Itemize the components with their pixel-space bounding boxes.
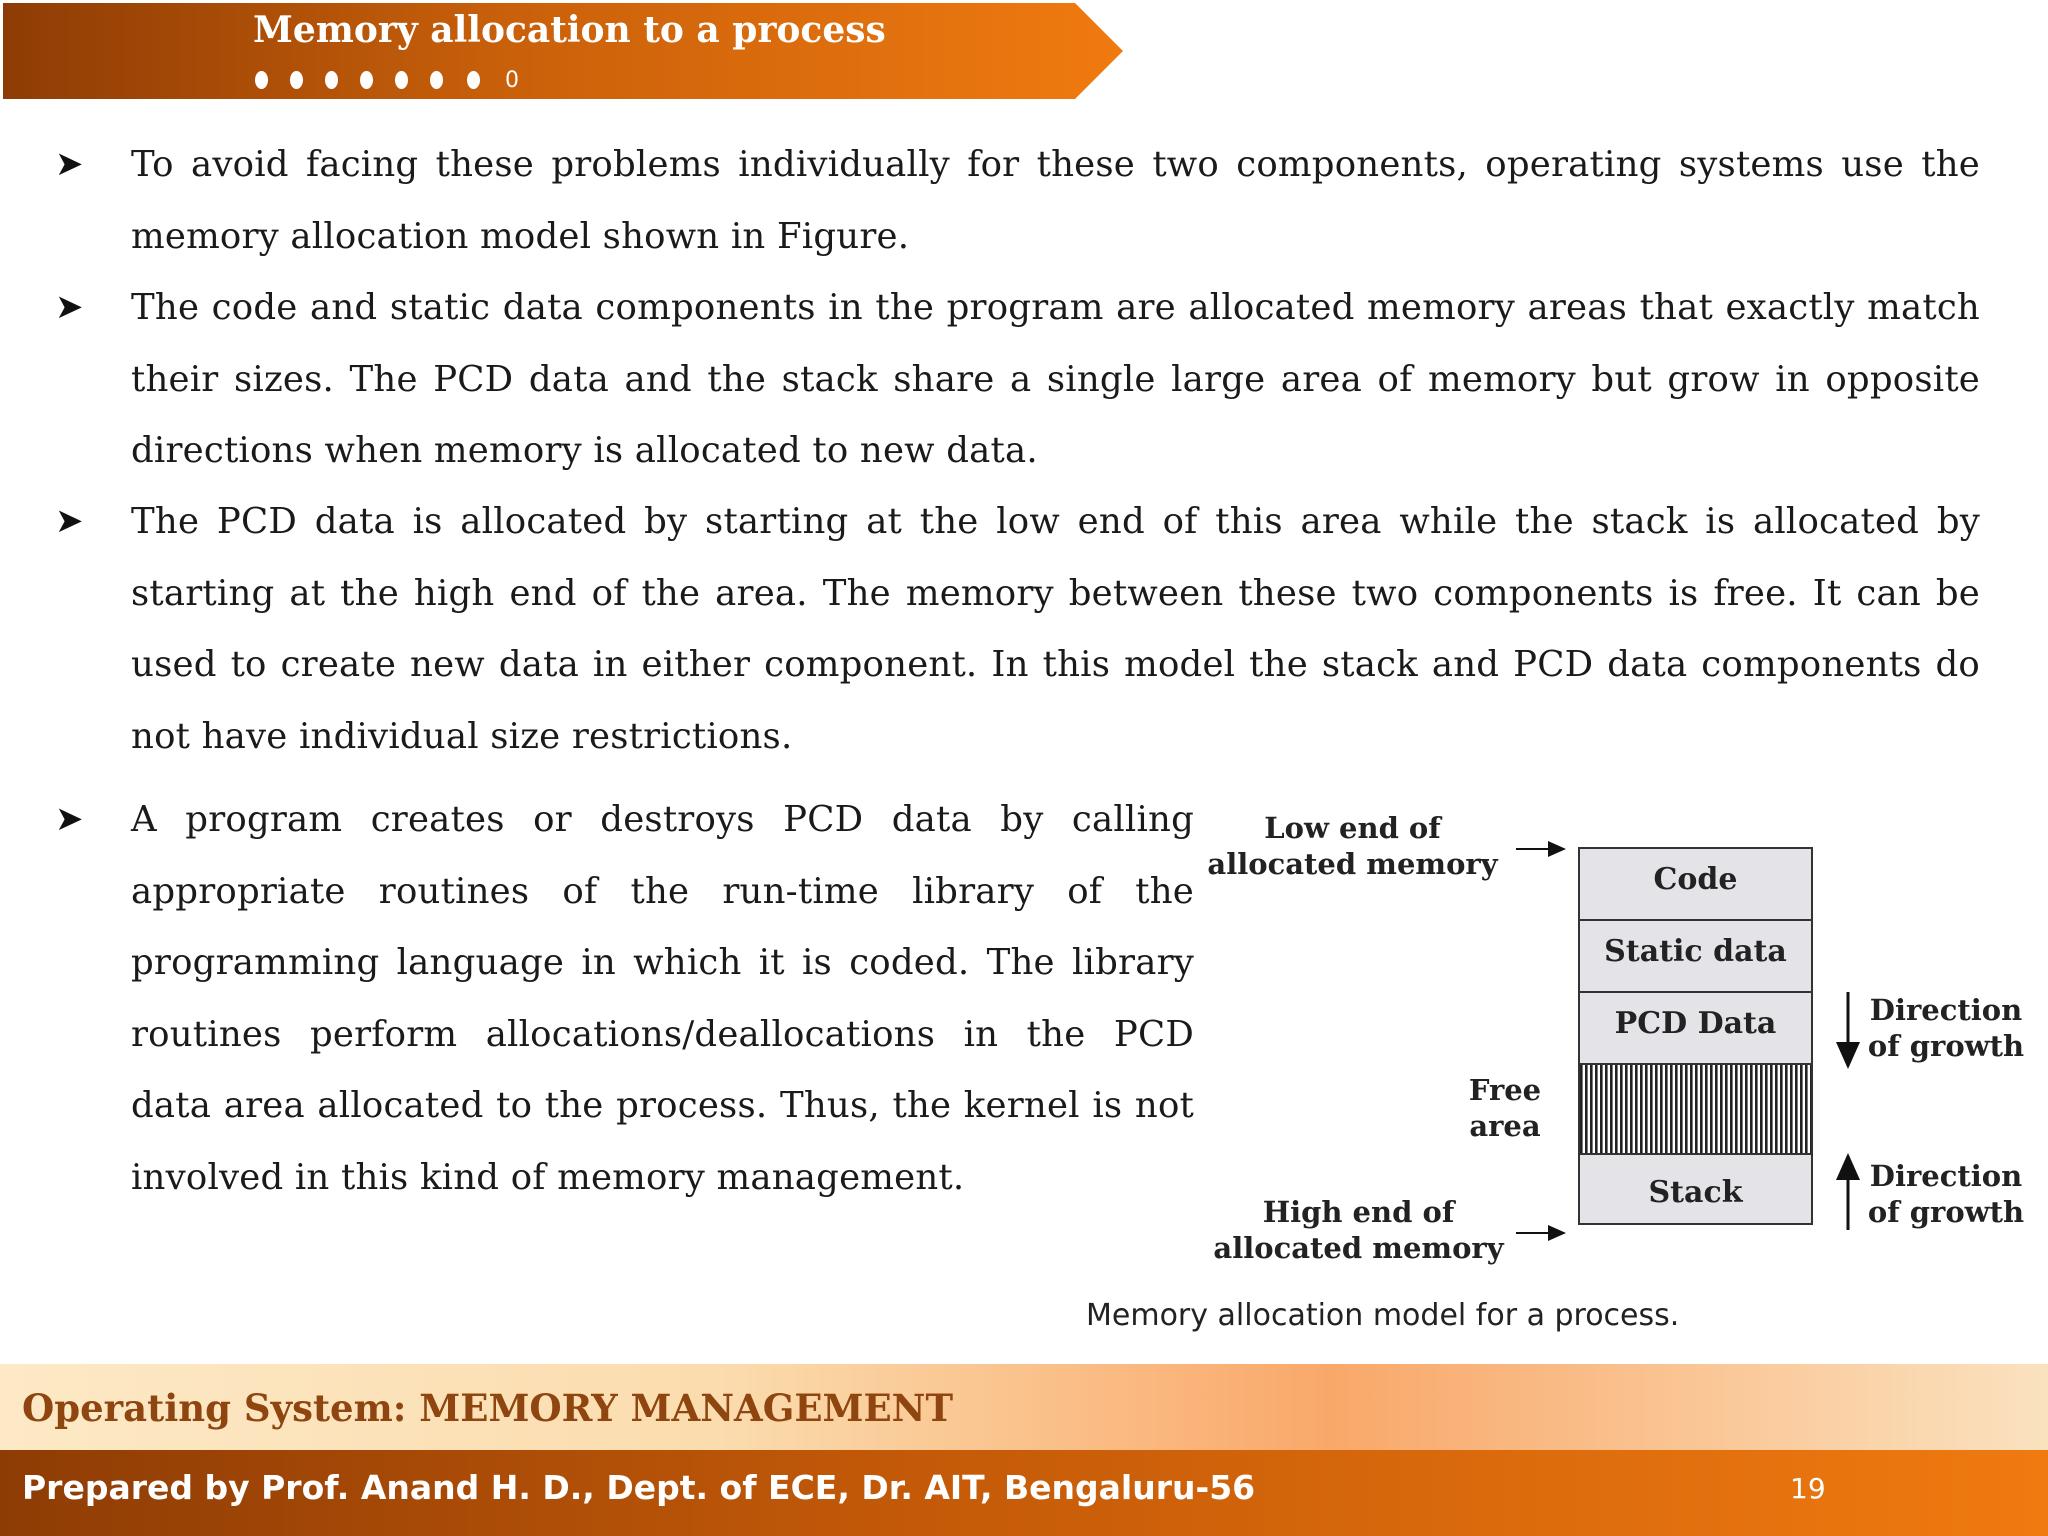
progress-dot [255, 71, 268, 89]
progress-dot [430, 71, 443, 89]
footer-credit-bar [0, 1450, 2048, 1536]
growth-up-label-line2: of growth [1867, 1195, 2025, 1229]
progress-dot [360, 71, 373, 89]
static-data-label: Static data [1604, 934, 1787, 969]
page-number: 19 [1790, 1472, 1826, 1505]
high-end-label [1206, 1194, 1511, 1266]
progress-dot-current: 0 [505, 67, 519, 93]
growth-up-label [1866, 1158, 2026, 1230]
bullet-text: The PCD data is allocated by starting at the low end of this area while the stack is allocated by starting at the high end of the area. The memory between these two components is free. It can be used to create new data in either component. In this model the stack and PCD data components do not have individual size restrictions. [131, 501, 1980, 757]
memory-allocation-diagram [1200, 790, 2040, 1350]
arrow-bullet-icon: ➤ [55, 799, 84, 839]
stack-label: Stack [1648, 1175, 1743, 1210]
progress-dots [255, 65, 519, 95]
progress-dot [395, 71, 408, 89]
progress-dot [325, 71, 338, 89]
growth-down-label-line1: Direction [1869, 993, 2023, 1027]
title-banner [3, 3, 1123, 99]
footer-subject: Operating System: MEMORY MANAGEMENT [22, 1386, 954, 1430]
slide-title: Memory allocation to a process [253, 9, 886, 51]
growth-down-label [1866, 992, 2026, 1064]
free-area-label-line1: Free [1468, 1073, 1542, 1107]
low-end-label [1200, 810, 1505, 882]
low-end-label-line1: Low end of [1264, 811, 1441, 845]
high-end-label-line1: High end of [1262, 1195, 1455, 1229]
segment-free-area [1579, 1064, 1812, 1154]
free-area-label-line2: area [1469, 1109, 1541, 1143]
code-label: Code [1653, 862, 1738, 897]
bullet-text: A program creates or destroys PCD data by calling appropriate routines of the run-time library of the programming language in which it is coded. The library routines perform allocations/deallocations in the PCD data area allocated to the process. Thus, the kernel is not involved in this kind of memory management. [131, 799, 1194, 1198]
bullet-text: The code and static data components in the program are allocated memory areas that exactly match their sizes. The PCD data and the stack share a single large area of memory but grow in opposite directions when memory is allocated to new data. [131, 287, 1980, 471]
progress-dot [290, 71, 303, 89]
growth-up-label-line1: Direction [1869, 1159, 2023, 1193]
pcd-data-label: PCD Data [1614, 1006, 1777, 1041]
footer-credit: Prepared by Prof. Anand H. D., Dept. of ECE, Dr. AIT, Bengaluru-56 [22, 1468, 1256, 1507]
low-end-label-line2: allocated memory [1207, 847, 1498, 881]
free-area-label [1445, 1072, 1565, 1144]
arrow-bullet-icon: ➤ [55, 144, 84, 184]
growth-down-label-line2: of growth [1867, 1029, 2025, 1063]
high-end-label-line2: allocated memory [1213, 1231, 1504, 1265]
figure-caption: Memory allocation model for a process. [1086, 1298, 1680, 1333]
arrow-bullet-icon: ➤ [55, 501, 84, 541]
arrow-bullet-icon: ➤ [55, 287, 84, 327]
footer-subject-band [0, 1364, 2048, 1450]
bullet-text: To avoid facing these problems individually for these two components, operating systems use the memory allocation model shown in Figure. [131, 144, 1980, 257]
progress-dot [467, 71, 480, 89]
